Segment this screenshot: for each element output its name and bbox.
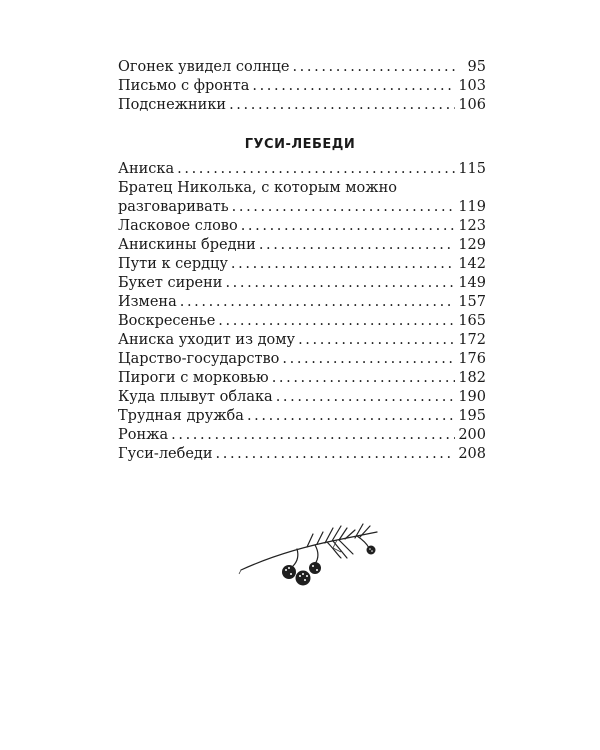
toc-entry	[118, 350, 486, 369]
toc-entry-title: Царство-государство	[118, 351, 280, 367]
toc-entry	[118, 96, 486, 115]
toc-entry-page: 195	[458, 408, 486, 424]
dot-leader	[252, 77, 455, 96]
toc-entry	[118, 312, 486, 331]
toc-entry-title: Измена	[118, 294, 177, 310]
dot-leader	[247, 407, 455, 426]
toc-entry-page: 129	[458, 237, 486, 253]
toc-entry	[118, 274, 486, 293]
toc-entry	[118, 331, 486, 350]
dot-leader	[225, 274, 455, 293]
dot-leader	[229, 96, 455, 115]
toc-entry-title-line2: разговаривать	[118, 199, 229, 215]
toc-entry	[118, 426, 486, 445]
toc-entry-title: Письмо с фронта	[118, 78, 250, 94]
toc-entry	[118, 58, 486, 77]
dot-leader	[241, 217, 456, 236]
dot-leader	[232, 198, 456, 217]
dot-leader	[177, 160, 455, 179]
toc-entry-page: 115	[458, 161, 486, 177]
toc-entry	[118, 255, 486, 274]
dot-leader	[171, 426, 455, 445]
toc-entry-title: Аниска	[118, 161, 175, 177]
toc-entry-page: 119	[458, 199, 486, 215]
toc-entry-page: 142	[458, 256, 486, 272]
dot-leader	[231, 255, 455, 274]
raspberry-branch-icon	[237, 518, 387, 598]
toc-entry	[118, 445, 486, 464]
toc-entry	[118, 77, 486, 96]
toc-entry-title: Подснежники	[118, 97, 227, 113]
toc-entry-title: Букет сирени	[118, 275, 223, 291]
toc-entry-multiline-first	[118, 179, 486, 198]
dot-leader	[292, 58, 459, 77]
toc-entry-title: Ласковое слово	[118, 218, 238, 234]
toc-entry-page: 190	[458, 389, 486, 405]
toc-entry-title: Ронжа	[118, 427, 169, 443]
toc-entry-page: 172	[458, 332, 486, 348]
toc-entry-title: Пироги с морковью	[118, 370, 269, 386]
toc-entry	[118, 160, 486, 179]
toc-entry-title: Пути к сердцу	[118, 256, 228, 272]
dot-leader	[259, 236, 455, 255]
toc-entry-page: 208	[458, 446, 486, 462]
section-title: ГУСИ-ЛЕБЕДИ	[244, 137, 356, 152]
toc-entry	[118, 369, 486, 388]
toc-entry-page: 103	[458, 78, 486, 94]
toc-entry-page: 157	[458, 294, 486, 310]
dot-leader	[276, 388, 456, 407]
toc-entry-page: 149	[458, 275, 486, 291]
toc-entry	[118, 236, 486, 255]
toc-entry-title-line1: Братец Николька, с которым можно	[118, 180, 397, 196]
toc-entry-page: 182	[458, 370, 486, 386]
toc-top-section	[118, 58, 486, 115]
toc-entry-page: 165	[458, 313, 486, 329]
toc-entry-title: Трудная дружба	[118, 408, 244, 424]
toc-entry-title: Куда плывут облака	[118, 389, 273, 405]
toc-entry-title: Огонек увидел солнце	[118, 59, 290, 75]
toc-section-entries	[118, 160, 486, 464]
dot-leader	[218, 312, 455, 331]
toc-entry	[118, 293, 486, 312]
toc-entry-title: Воскресенье	[118, 313, 216, 329]
toc-entry-page: 176	[458, 351, 486, 367]
dot-leader	[180, 293, 456, 312]
toc-entry-title: Аниска уходит из дому	[118, 332, 296, 348]
dot-leader	[272, 369, 456, 388]
toc-entry-page: 106	[458, 97, 486, 113]
dot-leader	[298, 331, 455, 350]
toc-entry-list	[118, 217, 486, 464]
toc-entry	[118, 217, 486, 236]
dot-leader	[216, 445, 456, 464]
toc-entry-page: 95	[467, 59, 486, 75]
toc-entry-page: 123	[458, 218, 486, 234]
toc-entry-title: Гуси-лебеди	[118, 446, 213, 462]
toc-entry-multiline-second	[118, 198, 486, 217]
dot-leader	[282, 350, 455, 369]
toc-entry	[118, 407, 486, 426]
toc-entry	[118, 388, 486, 407]
toc-entry-page: 200	[458, 427, 486, 443]
toc-entry-title: Анискины бредни	[118, 237, 256, 253]
